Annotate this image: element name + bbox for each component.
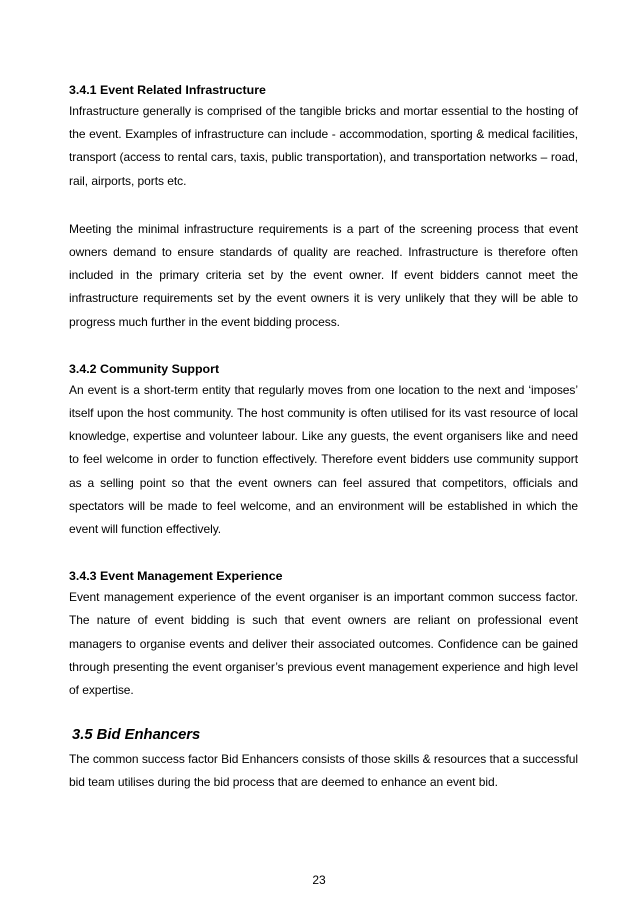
section-heading-event-management-experience: 3.4.3 Event Management Experience bbox=[69, 569, 283, 584]
major-section-heading-bid-enhancers: 3.5 Bid Enhancers bbox=[72, 727, 201, 744]
document-page bbox=[69, 80, 578, 795]
section-spacer bbox=[69, 334, 578, 359]
section-heading-infrastructure: 3.4.1 Event Related Infrastructure bbox=[69, 83, 266, 97]
section-heading-community-support: 3.4.2 Community Support bbox=[69, 361, 220, 376]
paragraph-infrastructure-requirements: Meeting the minimal infrastructure requirements is a part of the screening process that event owners demand to ensure standards of quality are reached. Infrastructure is therefore often included in the primary criteria set by the event owner. If event bidders cannot meet the infrastructure requirements set by the event owners it is very unlikely that they will be able to progress much further in the event bidding process. bbox=[69, 221, 578, 329]
paragraph-infrastructure-definition: Infrastructure generally is comprised of the tangible bricks and mortar essential to the hosting of the event. Examples of infrastructure can include - accommodation, sporting & medical facilities, transport (access to rental cars, taxis, public transportation), and transportation networks – road, rail, airports, ports etc. bbox=[69, 104, 578, 188]
paragraph-spacer bbox=[69, 193, 578, 218]
paragraph-event-management-experience: Event management experience of the event organiser is an important common success factor. The nature of event bidding is such that event owners are reliant on professional event managers to organise events and deliver their associated outcomes. Confidence can be gained through presenting the event organiser’s previous event management experience and high level of expertise. bbox=[69, 590, 578, 698]
paragraph-bid-enhancers: The common success factor Bid Enhancers consists of those skills & resources that a successful bid team utilises during the bid process that are deemed to enhance an event bid. bbox=[69, 752, 578, 790]
page-number: 23 bbox=[312, 873, 326, 887]
section-spacer bbox=[69, 541, 578, 566]
section-spacer bbox=[69, 702, 578, 724]
paragraph-community-support: An event is a short-term entity that regularly moves from one location to the next and ‘imposes’ itself upon the host community. The host community is often utilised for its vast resource of local knowledge, expertise and volunteer labour. Like any guests, the event organisers like and need to feel welcome in order to function effectively. Therefore event bidders use community support as a selling point so that the event owners can feel assured that competitors, officials and spectators will be made to feel welcome, and an environment will be established in which the event will function effectively. bbox=[69, 382, 578, 537]
